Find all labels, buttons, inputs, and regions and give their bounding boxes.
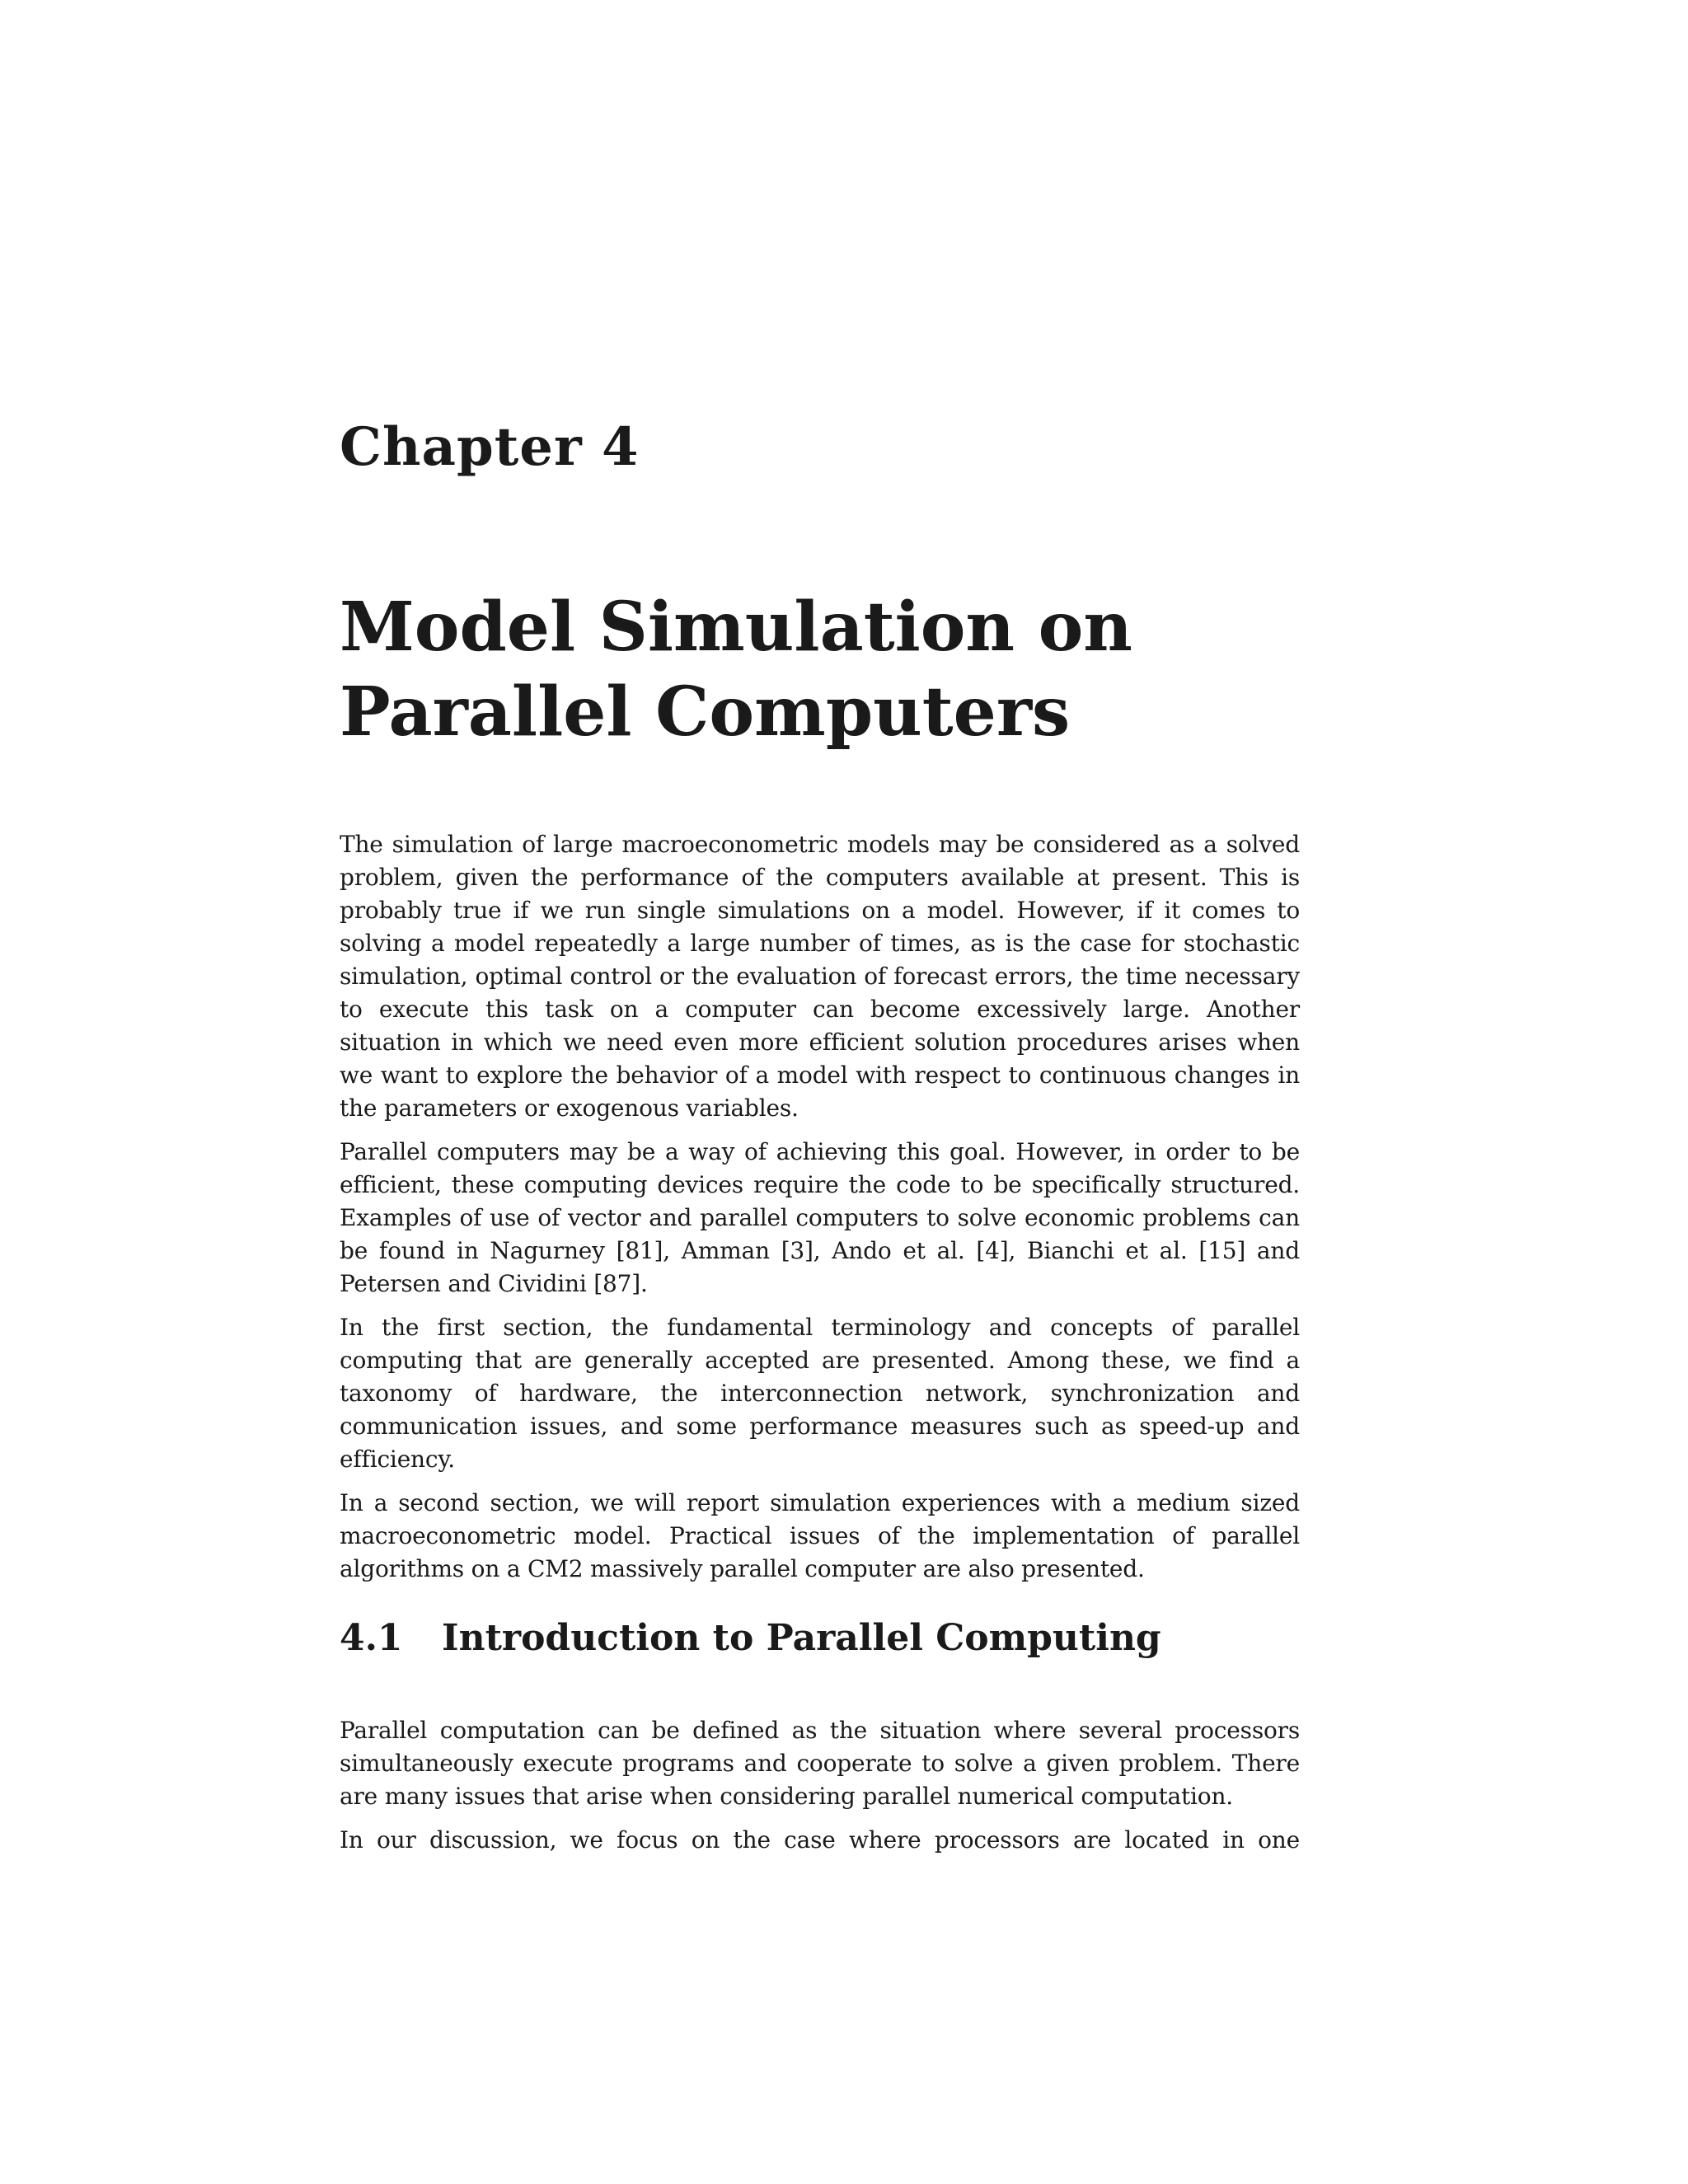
chapter-title bbox=[340, 585, 1132, 755]
intro-paragraph-2: Parallel computers may be a way of achieving this goal. However, in order to be efficient, these computing devices require the code to be specifically structured. Examples of use of vector and parallel computers to solve economic problems can be found in Nagurney [81], Amman [3], Ando et al. [4], Bianchi et al. [15] and Petersen and Cividini [87]. bbox=[340, 1138, 1300, 1297]
section-body bbox=[340, 1714, 1300, 1868]
section-paragraph-1: Parallel computation can be defined as the situation where several processors simultaneously execute programs and cooperate to solve a given problem. There are many issues that arise when considering parallel numerical computation. bbox=[340, 1717, 1300, 1810]
intro-paragraph-1: The simulation of large macroeconometric models may be considered as a solved problem, given the performance of the computers available at present. This is probably true if we run single simulations on a model. However, if it comes to solving a model repeatedly a large number of times, as is the case for stochastic simulation, optimal control or the evaluation of forecast errors, the time necessary to execute this task on a computer can become excessively large. Another situation in which we need even more efficient solution procedures arises when we want to explore the behavior of a model with respect to continuous changes in the parameters or exogenous variables. bbox=[340, 831, 1300, 1122]
chapter-title-line-1: Model Simulation on bbox=[340, 588, 1132, 667]
chapter-label: Chapter 4 bbox=[340, 416, 640, 478]
section-paragraph-2: In our discussion, we focus on the case where processors are located in one bbox=[340, 1826, 1300, 1854]
chapter-intro bbox=[340, 828, 1300, 1596]
intro-paragraph-3: In the first section, the fundamental terminology and concepts of parallel computing that are generally accepted are presented. Among these, we find a taxonomy of hardware, the interconnection network, synchronization and communication issues, and some performance measures such as speed-up and efficiency. bbox=[340, 1314, 1300, 1473]
section-heading bbox=[340, 1617, 1161, 1659]
chapter-title-line-2: Parallel Computers bbox=[340, 673, 1071, 752]
section-number: 4.1 bbox=[340, 1617, 403, 1659]
intro-paragraph-4: In a second section, we will report simulation experiences with a medium sized macroeconometric model. Practical issues of the implementation of parallel algorithms on a CM2 massively parallel computer are also presented. bbox=[340, 1489, 1300, 1582]
section-title: Introduction to Parallel Computing bbox=[442, 1617, 1161, 1659]
